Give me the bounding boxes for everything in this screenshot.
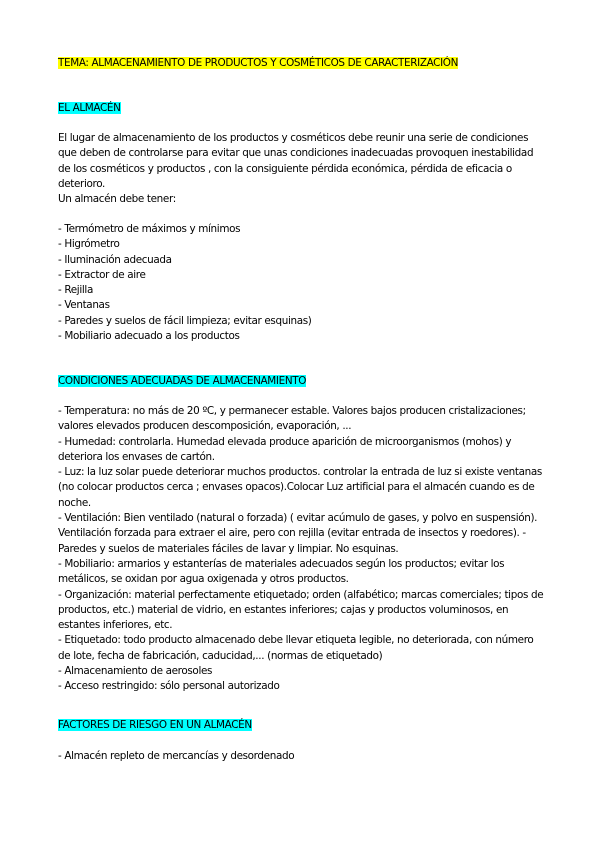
section1-heading: EL ALMACÉN: [58, 102, 121, 114]
list-item: - Organización: material perfectamente etiquetado; orden (alfabético; marcas comerciales; tipos de productos, etc.) material de vidrio, en estantes inferiores; cajas y productos voluminosos, en estantes inferiores, etc.: [58, 588, 544, 632]
list-item: - Higrómetro: [58, 238, 120, 251]
section2-heading: CONDICIONES ADECUADAS DE ALMACENAMIENTO: [58, 375, 307, 387]
list-item: - Extractor de aire: [58, 268, 146, 281]
list-item: - Humedad: controlarla. Humedad elevada produce aparición de microorganismos (mohos) y deteriora los envases de cartón.: [58, 435, 512, 463]
list-item: - Paredes y suelos de fácil limpieza; evitar esquinas): [58, 314, 312, 327]
list-item: - Mobiliario: armarios y estanterías de materiales adecuados según los productos; evitar los metálicos, se oxidan por agua oxigenada y otros productos.: [58, 557, 505, 586]
section1-list: [58, 222, 546, 344]
document-title-line: [58, 56, 546, 71]
section3-heading: FACTORES DE RIESGO EN UN ALMACÉN: [58, 719, 252, 731]
list-item: - Luz: la luz solar puede deteriorar muchos productos. controlar la entrada de luz si existe ventanas (no colocar productos cerca ; envases opacos).Colocar Luz artificial para el almacén cuando es de noche.: [58, 466, 542, 509]
list-item: - Ventanas: [58, 299, 110, 312]
list-item: - Almacén repleto de mercancías y desordenado: [58, 750, 295, 762]
section3-heading-line: [58, 718, 546, 733]
section1-intro: El lugar de almacenamiento de los productos y cosméticos debe reunir una serie de condiciones que deben de controlarse para evitar que unas condiciones inadecuadas provoquen inestabilidad de los cosméticos y productos , con la consiguiente pérdida económica, pérdida de eficacia o deterioro.: [58, 132, 534, 190]
list-item: - Rejilla: [58, 284, 93, 297]
list-item: - Ventilación: Bien ventilado (natural o forzada) ( evitar acúmulo de gases, y polvo en suspensión). Ventilación forzada para extraer el aire, pero con rejilla (evitar entrada de insectos y roedores). - Paredes y suelos de materiales fáciles de lavar y limpiar. No esquinas.: [58, 512, 538, 555]
section1-body: [58, 131, 546, 207]
section2-heading-line: [58, 374, 546, 389]
list-item: - Iluminación adecuada: [58, 253, 172, 266]
document-title: TEMA: ALMACENAMIENTO DE PRODUCTOS Y COSMÉTICOS DE CARACTERIZACIÓN: [58, 57, 459, 69]
list-item: - Almacenamiento de aerosoles: [58, 665, 213, 678]
section1-heading-line: [58, 101, 546, 116]
section1-lead: Un almacén debe tener:: [58, 193, 176, 206]
section2-list: [58, 404, 546, 695]
list-item: - Termómetro de máximos y mínimos: [58, 223, 241, 235]
list-item: - Mobiliario adecuado a los productos: [58, 330, 240, 343]
list-item: - Acceso restringido: sólo personal autorizado: [58, 680, 280, 693]
section3-list: [58, 749, 546, 764]
list-item: - Etiquetado: todo producto almacenado debe llevar etiqueta legible, no deteriorada, con número de lote, fecha de fabricación, caducidad,... (normas de etiquetado): [58, 634, 534, 662]
list-item: - Temperatura: no más de 20 ºC, y permanecer estable. Valores bajos producen cristalizaciones; valores elevados producen descomposición, evaporación, ...: [58, 405, 526, 433]
